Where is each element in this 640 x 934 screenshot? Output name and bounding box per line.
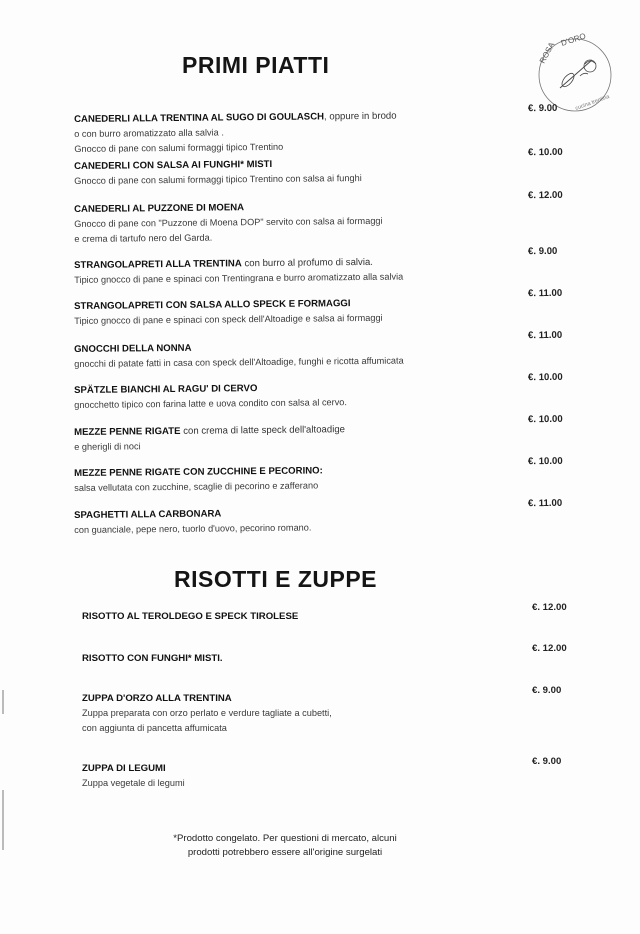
item-name: GNOCCHI DELLA NONNA [74, 342, 192, 355]
menu-item [74, 380, 474, 413]
item-description: Tipico gnocco di pane e spinaci con speck dell'Altoadige e salsa ai formaggi [74, 312, 383, 326]
item-name: SPÄTZLE BIANCHI AL RAGU' DI CERVO [74, 383, 258, 396]
footnote-line-2: prodotti potrebbero essere all'origine surgelati [187, 847, 383, 858]
item-description: gnocchi di patate fatti in casa con speck dell'Altoadige, funghi e ricotta affumicata [74, 355, 404, 369]
item-name: SPAGHETTI ALLA CARBONARA [74, 508, 222, 521]
menu-item [74, 199, 474, 247]
menu-item [82, 762, 482, 791]
item-name: RISOTTO AL TEROLDEGO E SPECK TIROLESE [82, 611, 299, 622]
section-title-primi: PRIMI PIATTI [182, 52, 330, 78]
item-description: Zuppa preparata con orzo perlato e verdure tagliate a cubetti, [82, 708, 332, 718]
item-pre-description: Gnocco di pane con salumi formaggi tipico Trentino [74, 141, 284, 154]
item-price: €. 11.00 [527, 329, 563, 342]
item-price: €. 12.00 [532, 602, 567, 613]
item-description: Gnocco di pane con "Puzzone di Moena DOP" servito con salsa ai formaggi [74, 215, 383, 229]
item-name-suffix: con burro al profumo di salvia. [241, 256, 373, 270]
scan-edge-mark [2, 790, 4, 850]
item-name-suffix: , oppure in brodo [323, 110, 397, 123]
menu-item [74, 463, 474, 496]
item-name: STRANGOLAPRETI CON SALSA ALLO SPECK E FORMAGGI [74, 298, 351, 312]
item-price: €. 10.00 [527, 371, 563, 384]
svg-text:ROSA: ROSA [537, 40, 557, 65]
item-name: CANEDERLI ALLA TRENTINA AL SUGO DI GOULASCH [74, 111, 325, 125]
section-title-risotti: RISOTTI E ZUPPE [174, 566, 378, 592]
menu-item [74, 255, 474, 288]
item-price: €. 11.00 [527, 287, 563, 300]
item-description: Gnocco di pane con salumi formaggi tipico Trentino con salsa ai funghi [74, 172, 362, 186]
item-description-2: con aggiunta di pancetta affumicata [82, 723, 227, 733]
item-price: €. 10.00 [527, 455, 563, 468]
item-description-2: e crema di tartufo nero del Garda. [74, 232, 213, 244]
item-price: €. 11.00 [527, 497, 563, 510]
item-description: gnocchetto tipico con farina latte e uova condito con salsa al cervo. [74, 397, 347, 410]
item-name: MEZZE PENNE RIGATE CON ZUCCHINE E PECORINO: [74, 465, 323, 479]
menu-item [82, 652, 482, 666]
item-name: ZUPPA D'ORZO ALLA TRENTINA [82, 693, 232, 704]
item-price: €. 12.00 [532, 643, 567, 654]
item-price: €. 10.00 [527, 146, 563, 159]
item-price: €. 9.00 [532, 756, 562, 767]
item-description: salsa vellutata con zucchine, scaglie di pecorino e zafferano [74, 480, 319, 493]
footnote-line-1: *Prodotto congelato. Per questioni di mercato, alcuni [173, 833, 397, 844]
svg-text:D'ORO: D'ORO [559, 31, 587, 48]
menu-item [74, 505, 474, 538]
item-name: ZUPPA DI LEGUMI [82, 763, 166, 774]
item-name: MEZZE PENNE RIGATE [74, 425, 181, 438]
menu-item [74, 156, 474, 189]
item-description: e gherigli di noci [74, 441, 141, 452]
svg-text:cucina trentina: cucina trentina [574, 94, 611, 112]
item-description: o con burro aromatizzato alla salvia . [74, 127, 224, 139]
footnote [140, 832, 430, 860]
scan-edge-mark [2, 690, 4, 714]
item-name-suffix: con crema di latte speck dell'altoadige [180, 424, 346, 437]
menu-item [82, 692, 482, 736]
menu-item [82, 610, 482, 624]
menu-item [74, 339, 474, 372]
menu-item [74, 422, 474, 455]
item-name: RISOTTO CON FUNGHI* MISTI. [82, 653, 223, 664]
item-description: Tipico gnocco di pane e spinaci con Trentingrana e burro aromatizzato alla salvia [74, 271, 404, 285]
item-price: €. 10.00 [527, 413, 563, 426]
menu-item [74, 296, 474, 329]
item-name: CANEDERLI CON SALSA AI FUNGHI* MISTI [74, 158, 273, 172]
item-price: €. 9.00 [532, 685, 562, 696]
item-price: €. 9.00 [527, 245, 558, 258]
item-name: CANEDERLI AL PUZZONE DI MOENA [74, 202, 245, 215]
menu-item [74, 109, 474, 157]
item-description: Zuppa vegetale di legumi [82, 778, 185, 788]
item-price: €. 12.00 [527, 189, 563, 202]
item-name: STRANGOLAPRETI ALLA TRENTINA [74, 258, 242, 271]
item-price: €. 9.00 [527, 102, 558, 115]
item-description: con guanciale, pepe nero, tuorlo d'uovo, pecorino romano. [74, 522, 312, 535]
